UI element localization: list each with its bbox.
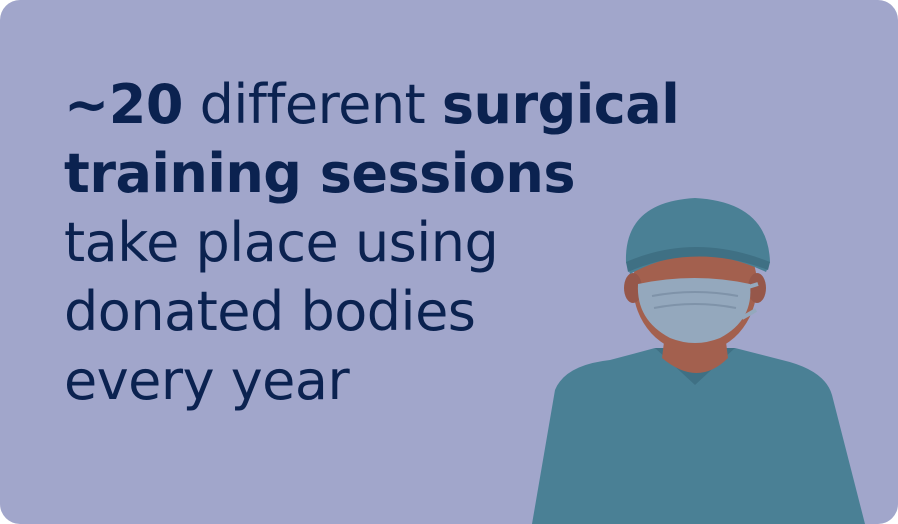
surgeon-illustration-icon — [520, 180, 870, 524]
headline-text-1: different — [182, 73, 442, 136]
headline-number: ~20 — [64, 73, 183, 136]
headline-bold-training-sessions: training sessions — [64, 142, 575, 205]
headline-line-3: take place using — [64, 211, 499, 274]
headline-line-1 — [64, 70, 764, 139]
headline-bold-surgical: surgical — [441, 73, 680, 136]
headline-line-4: donated bodies — [64, 280, 476, 343]
headline-line-5: every year — [64, 349, 350, 412]
